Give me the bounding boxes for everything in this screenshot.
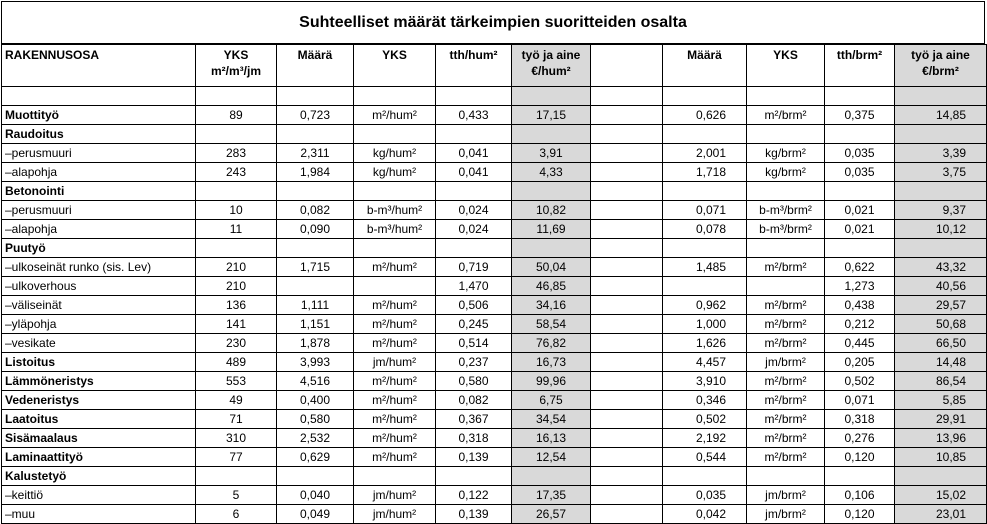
cell-eur-brm: 10,12 <box>895 220 987 239</box>
cell-eur-brm: 13,96 <box>895 429 987 448</box>
cell-spacer <box>591 163 663 182</box>
cell-spacer <box>591 353 663 372</box>
cell-maara-brm: 1,485 <box>663 258 747 277</box>
cell-maara: 1,984 <box>277 163 354 182</box>
cell-tth-hum <box>436 467 512 486</box>
cell-maara: 2,311 <box>277 144 354 163</box>
cell-yks-hum <box>354 87 436 106</box>
table-row <box>2 467 987 486</box>
cell-yks-brm: m²/brm² <box>747 448 825 467</box>
cell-eur-brm: 40,56 <box>895 277 987 296</box>
cell-yks-hum <box>354 239 436 258</box>
cell-rakennusosa: Vedeneristys <box>2 391 196 410</box>
cell-eur-hum: 17,35 <box>512 486 591 505</box>
header-yks: YKS m²/m³/jm <box>196 45 277 87</box>
cell-yks <box>196 467 277 486</box>
cell-tth-brm: 0,120 <box>825 448 895 467</box>
header-row <box>2 45 987 87</box>
cell-rakennusosa: –perusmuuri <box>2 144 196 163</box>
cell-maara-brm: 0,346 <box>663 391 747 410</box>
cell-maara-brm <box>663 467 747 486</box>
table-row <box>2 486 987 505</box>
table-row <box>2 239 987 258</box>
cell-yks: 230 <box>196 334 277 353</box>
cell-tth-hum: 0,122 <box>436 486 512 505</box>
cell-eur-hum: 16,73 <box>512 353 591 372</box>
cell-tth-brm <box>825 467 895 486</box>
cell-tth-brm: 0,035 <box>825 163 895 182</box>
cell-yks: 89 <box>196 106 277 125</box>
cell-eur-hum <box>512 182 591 201</box>
cell-yks-hum: jm/hum² <box>354 486 436 505</box>
table-row <box>2 163 987 182</box>
cell-eur-hum: 17,15 <box>512 106 591 125</box>
cell-yks-hum: jm/hum² <box>354 353 436 372</box>
cell-eur-brm: 66,50 <box>895 334 987 353</box>
cell-tth-hum: 0,024 <box>436 201 512 220</box>
cell-maara-brm: 1,000 <box>663 315 747 334</box>
cell-yks: 10 <box>196 201 277 220</box>
cell-maara: 2,532 <box>277 429 354 448</box>
cell-yks-brm <box>747 125 825 144</box>
cell-eur-brm: 86,54 <box>895 372 987 391</box>
cell-tth-hum: 0,237 <box>436 353 512 372</box>
cell-rakennusosa: –ulkoseinät runko (sis. Lev) <box>2 258 196 277</box>
cell-maara-brm: 0,962 <box>663 296 747 315</box>
table-row <box>2 258 987 277</box>
table-row <box>2 429 987 448</box>
cell-tth-brm: 0,035 <box>825 144 895 163</box>
cell-yks-brm: b-m³/brm² <box>747 220 825 239</box>
cell-yks-brm <box>747 467 825 486</box>
cell-yks: 136 <box>196 296 277 315</box>
cell-spacer <box>591 505 663 524</box>
cell-tth-hum: 0,318 <box>436 429 512 448</box>
cell-yks-brm: m²/brm² <box>747 410 825 429</box>
cell-eur-brm: 5,85 <box>895 391 987 410</box>
cell-eur-hum: 3,91 <box>512 144 591 163</box>
cell-yks: 6 <box>196 505 277 524</box>
cell-yks: 5 <box>196 486 277 505</box>
cell-yks-brm: m²/brm² <box>747 391 825 410</box>
cell-yks: 11 <box>196 220 277 239</box>
header-spacer <box>591 45 663 87</box>
cell-eur-hum: 26,57 <box>512 505 591 524</box>
cell-maara: 0,629 <box>277 448 354 467</box>
table-row <box>2 372 987 391</box>
table-row <box>2 106 987 125</box>
cell-yks-brm <box>747 182 825 201</box>
cell-eur-brm: 29,57 <box>895 296 987 315</box>
cell-rakennusosa: Raudoitus <box>2 125 196 144</box>
table-row <box>2 220 987 239</box>
cell-spacer <box>591 467 663 486</box>
cell-maara: 1,715 <box>277 258 354 277</box>
cell-tth-hum: 0,506 <box>436 296 512 315</box>
cell-yks-brm: m²/brm² <box>747 429 825 448</box>
cell-tth-brm: 0,106 <box>825 486 895 505</box>
cell-rakennusosa: Lämmöneristys <box>2 372 196 391</box>
cell-tth-hum: 0,041 <box>436 144 512 163</box>
cell-maara: 3,993 <box>277 353 354 372</box>
cell-yks-hum: m²/hum² <box>354 448 436 467</box>
cell-maara-brm <box>663 182 747 201</box>
cell-maara <box>277 87 354 106</box>
cell-tth-hum: 0,139 <box>436 448 512 467</box>
cell-yks-hum: m²/hum² <box>354 296 436 315</box>
cell-maara-brm: 4,457 <box>663 353 747 372</box>
header-eur-hum: työ ja aine €/hum² <box>512 45 591 87</box>
cell-eur-hum: 34,54 <box>512 410 591 429</box>
cell-yks-brm: m²/brm² <box>747 296 825 315</box>
cell-yks-hum <box>354 125 436 144</box>
cell-spacer <box>591 391 663 410</box>
table-row <box>2 391 987 410</box>
cell-rakennusosa: –muu <box>2 505 196 524</box>
cell-tth-hum: 0,082 <box>436 391 512 410</box>
cell-rakennusosa: –vesikate <box>2 334 196 353</box>
cell-maara <box>277 182 354 201</box>
header-tth-brm: tth/brm² <box>825 45 895 87</box>
table-row <box>2 296 987 315</box>
cell-rakennusosa: –keittiö <box>2 486 196 505</box>
cell-eur-hum: 6,75 <box>512 391 591 410</box>
cell-rakennusosa: –alapohja <box>2 163 196 182</box>
cell-yks-brm <box>747 87 825 106</box>
cell-yks-hum: m²/hum² <box>354 429 436 448</box>
cell-yks-hum: m²/hum² <box>354 334 436 353</box>
cell-tth-brm: 0,318 <box>825 410 895 429</box>
header-tth-hum: tth/hum² <box>436 45 512 87</box>
cell-maara-brm <box>663 239 747 258</box>
cell-rakennusosa: –perusmuuri <box>2 201 196 220</box>
header-maara: Määrä <box>277 45 354 87</box>
cell-yks-hum <box>354 182 436 201</box>
cell-maara-brm: 0,071 <box>663 201 747 220</box>
cell-eur-brm <box>895 125 987 144</box>
cell-maara: 0,049 <box>277 505 354 524</box>
table-row <box>2 353 987 372</box>
cell-eur-brm: 15,02 <box>895 486 987 505</box>
table-row <box>2 125 987 144</box>
cell-yks <box>196 239 277 258</box>
cell-maara-brm: 0,626 <box>663 106 747 125</box>
cell-eur-brm: 14,48 <box>895 353 987 372</box>
cell-rakennusosa: Sisämaalaus <box>2 429 196 448</box>
cell-eur-hum <box>512 125 591 144</box>
cell-maara-brm: 2,192 <box>663 429 747 448</box>
table-row <box>2 410 987 429</box>
cell-eur-hum <box>512 239 591 258</box>
cell-yks: 310 <box>196 429 277 448</box>
cell-tth-brm: 0,276 <box>825 429 895 448</box>
cell-yks-brm: m²/brm² <box>747 258 825 277</box>
page-title: Suhteelliset määrät tärkeimpien suoritteiden osalta <box>1 1 985 44</box>
cell-maara: 0,040 <box>277 486 354 505</box>
cell-eur-hum: 58,54 <box>512 315 591 334</box>
cell-tth-brm <box>825 87 895 106</box>
table-row <box>2 201 987 220</box>
cell-yks: 210 <box>196 258 277 277</box>
cell-spacer <box>591 429 663 448</box>
cell-spacer <box>591 87 663 106</box>
cell-yks-hum: m²/hum² <box>354 258 436 277</box>
cell-eur-brm: 50,68 <box>895 315 987 334</box>
cell-spacer <box>591 296 663 315</box>
cell-tth-brm: 1,273 <box>825 277 895 296</box>
cell-spacer <box>591 182 663 201</box>
cell-eur-hum: 4,33 <box>512 163 591 182</box>
cell-spacer <box>591 201 663 220</box>
cell-maara-brm: 0,042 <box>663 505 747 524</box>
cell-eur-hum: 12,54 <box>512 448 591 467</box>
cell-eur-hum: 16,13 <box>512 429 591 448</box>
cell-rakennusosa: Puutyö <box>2 239 196 258</box>
cell-eur-hum: 99,96 <box>512 372 591 391</box>
cell-maara-brm: 3,910 <box>663 372 747 391</box>
cell-yks-brm <box>747 277 825 296</box>
cell-tth-hum <box>436 182 512 201</box>
cell-eur-hum <box>512 467 591 486</box>
cell-maara: 0,090 <box>277 220 354 239</box>
cell-eur-hum: 11,69 <box>512 220 591 239</box>
cell-spacer <box>591 220 663 239</box>
cell-rakennusosa: –ulkoverhous <box>2 277 196 296</box>
cell-rakennusosa: Muottityö <box>2 106 196 125</box>
cell-tth-brm: 0,622 <box>825 258 895 277</box>
cell-maara-brm <box>663 87 747 106</box>
cell-spacer <box>591 144 663 163</box>
cell-yks-hum: m²/hum² <box>354 372 436 391</box>
cell-tth-brm: 0,205 <box>825 353 895 372</box>
cell-yks: 49 <box>196 391 277 410</box>
cell-yks: 210 <box>196 277 277 296</box>
cell-eur-hum: 10,82 <box>512 201 591 220</box>
header-yks-brm: YKS <box>747 45 825 87</box>
cell-tth-brm: 0,021 <box>825 201 895 220</box>
cell-eur-hum: 76,82 <box>512 334 591 353</box>
cell-maara <box>277 125 354 144</box>
cell-tth-hum: 0,041 <box>436 163 512 182</box>
cell-eur-brm: 29,91 <box>895 410 987 429</box>
cell-tth-brm <box>825 182 895 201</box>
cell-tth-hum: 0,580 <box>436 372 512 391</box>
cell-eur-brm: 14,85 <box>895 106 987 125</box>
cell-eur-hum <box>512 87 591 106</box>
cell-maara: 1,111 <box>277 296 354 315</box>
table-row <box>2 182 987 201</box>
cell-spacer <box>591 106 663 125</box>
cell-yks-hum: m²/hum² <box>354 391 436 410</box>
cell-maara-brm: 2,001 <box>663 144 747 163</box>
cell-yks: 141 <box>196 315 277 334</box>
cell-spacer <box>591 410 663 429</box>
cell-yks-hum: m²/hum² <box>354 106 436 125</box>
table-row <box>2 448 987 467</box>
cell-tth-hum <box>436 125 512 144</box>
cell-yks: 243 <box>196 163 277 182</box>
cell-yks-brm: kg/brm² <box>747 163 825 182</box>
cell-tth-brm: 0,375 <box>825 106 895 125</box>
cell-eur-brm <box>895 467 987 486</box>
table-row <box>2 505 987 524</box>
cell-spacer <box>591 125 663 144</box>
cell-rakennusosa: Laatoitus <box>2 410 196 429</box>
cell-eur-brm: 43,32 <box>895 258 987 277</box>
cell-yks: 553 <box>196 372 277 391</box>
cell-maara: 0,580 <box>277 410 354 429</box>
cell-yks-brm <box>747 239 825 258</box>
cell-yks-hum: m²/hum² <box>354 410 436 429</box>
cell-eur-brm <box>895 87 987 106</box>
cell-yks-hum <box>354 277 436 296</box>
cell-eur-brm: 23,01 <box>895 505 987 524</box>
cell-yks: 283 <box>196 144 277 163</box>
cell-yks: 71 <box>196 410 277 429</box>
cell-rakennusosa: Betonointi <box>2 182 196 201</box>
cell-tth-brm: 0,021 <box>825 220 895 239</box>
cell-tth-brm: 0,212 <box>825 315 895 334</box>
cell-eur-brm: 9,37 <box>895 201 987 220</box>
cell-tth-hum: 0,514 <box>436 334 512 353</box>
cell-spacer <box>591 372 663 391</box>
table-row <box>2 315 987 334</box>
cell-rakennusosa: –väliseinät <box>2 296 196 315</box>
cell-yks <box>196 125 277 144</box>
cell-maara <box>277 277 354 296</box>
cell-yks-hum: jm/hum² <box>354 505 436 524</box>
cell-tth-hum <box>436 239 512 258</box>
cell-spacer <box>591 315 663 334</box>
cell-yks-brm: b-m³/brm² <box>747 201 825 220</box>
cell-eur-brm: 3,39 <box>895 144 987 163</box>
cell-yks-brm: kg/brm² <box>747 144 825 163</box>
cell-tth-hum: 0,367 <box>436 410 512 429</box>
cell-maara-brm: 1,626 <box>663 334 747 353</box>
cell-tth-brm <box>825 125 895 144</box>
cell-tth-brm: 0,445 <box>825 334 895 353</box>
cell-yks-hum: m²/hum² <box>354 315 436 334</box>
cell-maara-brm: 1,718 <box>663 163 747 182</box>
cell-tth-hum: 0,433 <box>436 106 512 125</box>
header-yks-hum: YKS <box>354 45 436 87</box>
cell-yks-brm: jm/brm² <box>747 353 825 372</box>
table-row <box>2 334 987 353</box>
cell-maara-brm: 0,078 <box>663 220 747 239</box>
cell-spacer <box>591 258 663 277</box>
table-row <box>2 144 987 163</box>
cell-tth-hum <box>436 87 512 106</box>
cell-eur-brm <box>895 182 987 201</box>
table-row <box>2 87 987 106</box>
cell-tth-brm <box>825 239 895 258</box>
cell-maara: 0,400 <box>277 391 354 410</box>
header-rakennusosa: RAKENNUSOSA <box>2 45 196 87</box>
cell-rakennusosa: Kalustetyö <box>2 467 196 486</box>
cell-maara: 0,082 <box>277 201 354 220</box>
cell-eur-brm: 10,85 <box>895 448 987 467</box>
cell-maara-brm <box>663 277 747 296</box>
cell-tth-brm: 0,071 <box>825 391 895 410</box>
cell-yks-hum: b-m³/hum² <box>354 201 436 220</box>
cell-maara: 1,878 <box>277 334 354 353</box>
cell-yks-brm: m²/brm² <box>747 334 825 353</box>
cell-tth-hum: 0,139 <box>436 505 512 524</box>
cell-maara: 0,723 <box>277 106 354 125</box>
cell-tth-hum: 0,245 <box>436 315 512 334</box>
cell-maara <box>277 239 354 258</box>
cell-maara-brm: 0,502 <box>663 410 747 429</box>
cell-maara-brm: 0,544 <box>663 448 747 467</box>
cell-yks-hum: kg/hum² <box>354 144 436 163</box>
cell-yks-brm: m²/brm² <box>747 372 825 391</box>
table-body <box>2 87 987 524</box>
cell-spacer <box>591 239 663 258</box>
cell-yks <box>196 182 277 201</box>
cell-eur-brm: 3,75 <box>895 163 987 182</box>
cell-yks-hum: b-m³/hum² <box>354 220 436 239</box>
header-eur-brm: työ ja aine €/brm² <box>895 45 987 87</box>
cell-spacer <box>591 448 663 467</box>
cell-yks-brm: m²/brm² <box>747 106 825 125</box>
cell-spacer <box>591 334 663 353</box>
cell-rakennusosa: Listoitus <box>2 353 196 372</box>
cell-rakennusosa: Laminaattityö <box>2 448 196 467</box>
cell-tth-hum: 0,024 <box>436 220 512 239</box>
cell-yks: 77 <box>196 448 277 467</box>
cell-eur-hum: 46,85 <box>512 277 591 296</box>
cell-eur-brm <box>895 239 987 258</box>
cell-maara-brm <box>663 125 747 144</box>
cell-spacer <box>591 486 663 505</box>
cell-maara-brm: 0,035 <box>663 486 747 505</box>
cell-yks <box>196 87 277 106</box>
cell-maara: 4,516 <box>277 372 354 391</box>
cell-yks-hum <box>354 467 436 486</box>
header-maara-brm: Määrä <box>663 45 747 87</box>
cell-eur-hum: 50,04 <box>512 258 591 277</box>
cell-maara: 1,151 <box>277 315 354 334</box>
cell-yks-hum: kg/hum² <box>354 163 436 182</box>
table-row <box>2 277 987 296</box>
cell-spacer <box>591 277 663 296</box>
cell-yks-brm: jm/brm² <box>747 486 825 505</box>
cell-rakennusosa: –alapohja <box>2 220 196 239</box>
cell-tth-brm: 0,438 <box>825 296 895 315</box>
cell-yks-brm: jm/brm² <box>747 505 825 524</box>
cell-tth-hum: 0,719 <box>436 258 512 277</box>
cell-maara <box>277 467 354 486</box>
cell-yks: 489 <box>196 353 277 372</box>
data-table <box>1 44 987 524</box>
cell-tth-brm: 0,502 <box>825 372 895 391</box>
cell-rakennusosa: –yläpohja <box>2 315 196 334</box>
cell-eur-hum: 34,16 <box>512 296 591 315</box>
cell-tth-hum: 1,470 <box>436 277 512 296</box>
cell-tth-brm: 0,120 <box>825 505 895 524</box>
cell-yks-brm: m²/brm² <box>747 315 825 334</box>
cell-rakennusosa <box>2 87 196 106</box>
